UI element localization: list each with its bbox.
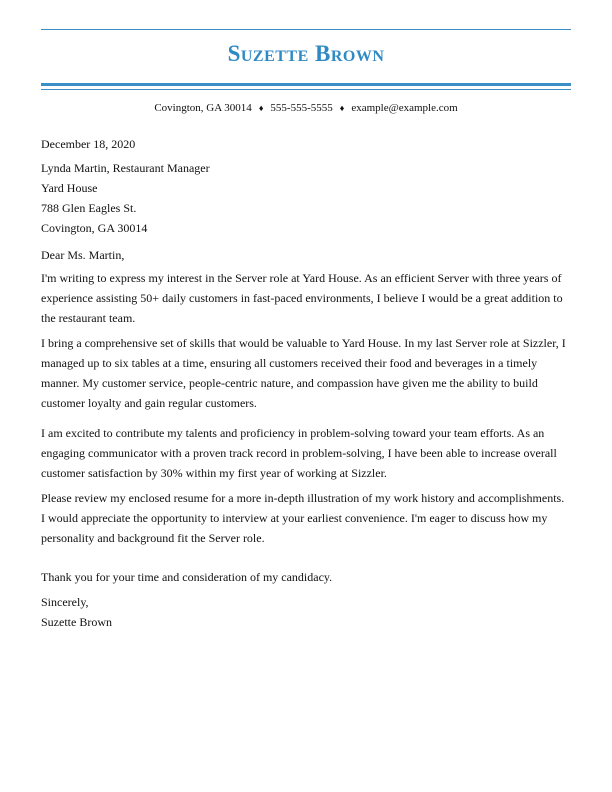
recipient-company: Yard House	[41, 181, 98, 195]
paragraph-line: I bring a comprehensive set of skills that would be valuable to Yard House. In my last Server role at Sizzler, I	[41, 336, 566, 350]
salutation: Dear Ms. Martin,	[41, 248, 125, 262]
recipient-city: Covington, GA 30014	[41, 221, 148, 235]
sign-off: Sincerely,	[41, 595, 89, 609]
paragraph-line: experience assisting 50+ daily customers in fast-paced environments, I believe I would be a great addition to	[41, 291, 563, 305]
applicant-name: Suzette Brown	[227, 41, 385, 66]
contact-address: Covington, GA 30014	[154, 102, 252, 114]
diamond-separator-icon: ♦	[258, 103, 264, 113]
diamond-separator-icon: ♦	[339, 103, 345, 113]
contact-email: example@example.com	[351, 102, 458, 114]
paragraph-line: engaging communicator with a proven track record in problem-solving, I have been able to increase overall	[41, 446, 557, 460]
paragraph-line: I am excited to contribute my talents and proficiency in problem-solving toward your team efforts. As an	[41, 426, 545, 440]
paragraph-line: customer loyalty and gain regular customers.	[41, 396, 257, 410]
paragraph-line: the restaurant team.	[41, 311, 136, 325]
paragraph-line: manner. My customer service, people-centric nature, and compassion have given me the ability to build	[41, 376, 538, 390]
contact-line	[41, 101, 571, 115]
paragraph-line: I would appreciate the opportunity to interview at your earliest convenience. I'm eager to discuss how my	[41, 511, 548, 525]
paragraph-line: managed up to six tables at a time, ensuring all customers received their food and beverages in a timely	[41, 356, 538, 370]
header-thick-rule	[41, 83, 571, 86]
body-paragraph	[41, 333, 571, 413]
closing-line: Thank you for your time and consideration of my candidacy.	[41, 570, 333, 584]
paragraph-line: customer satisfaction by 30% within my first year of working at Sizzler.	[41, 466, 387, 480]
body-paragraph	[41, 268, 571, 328]
paragraph-line: Please review my enclosed resume for a more in-depth illustration of my work history and accomplishments.	[41, 491, 565, 505]
body-paragraph	[41, 488, 571, 548]
recipient-name-title: Lynda Martin, Restaurant Manager	[41, 161, 210, 175]
header-top-rule	[41, 29, 571, 30]
letter-date: December 18, 2020	[41, 137, 136, 151]
paragraph-line: personality and background fit the Server role.	[41, 531, 265, 545]
recipient-street: 788 Glen Eagles St.	[41, 201, 137, 215]
contact-phone: 555-555-5555	[270, 102, 333, 114]
header-thin-rule	[41, 89, 571, 90]
paragraph-line: I'm writing to express my interest in the Server role at Yard House. As an efficient Server with three years of	[41, 271, 562, 285]
body-paragraph	[41, 423, 571, 483]
signature-name: Suzette Brown	[41, 615, 112, 629]
